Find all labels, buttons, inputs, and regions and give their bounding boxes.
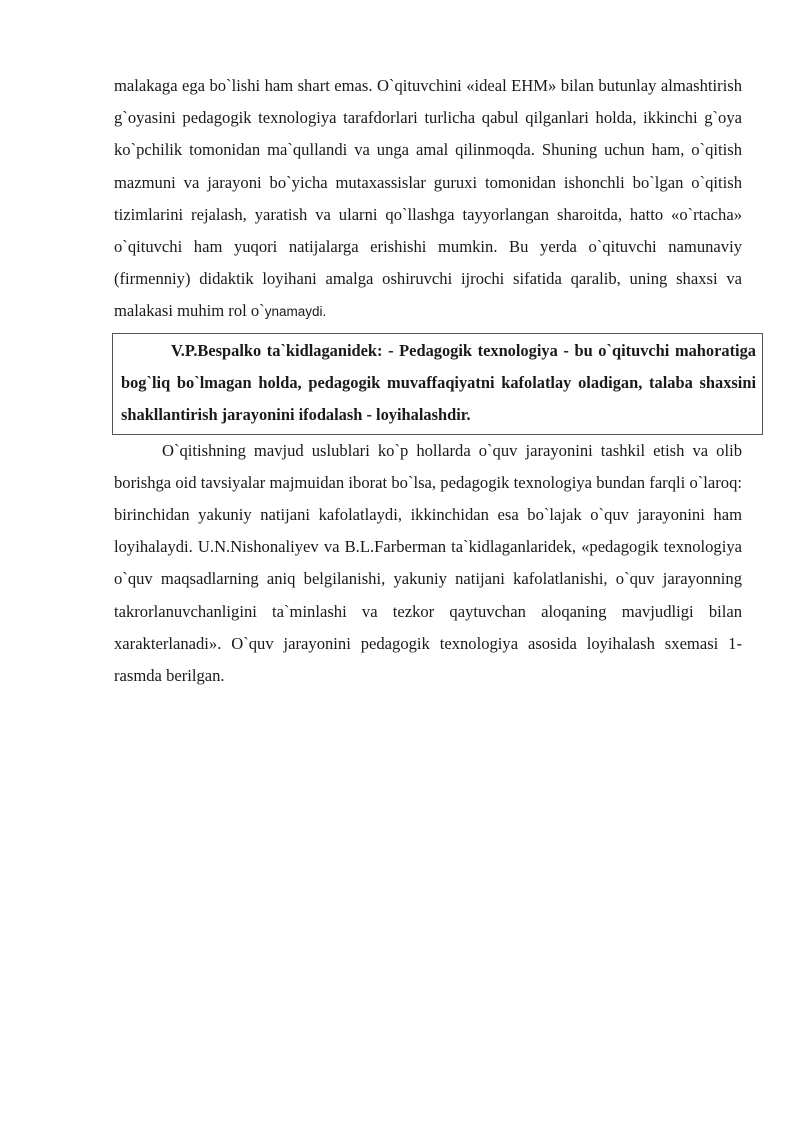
paragraph-1-tail: ynamaydi. [264,304,327,320]
document-body [114,70,756,692]
quote-box [112,333,763,435]
paragraph-2-text: O`qitishning mavjud uslublari ko`p hollarda o`quv jarayonini tashkil etish va olib borishga oid tavsiyalar majmuidan iborat bo`lsa, pedagogik texnologiya bundan farqli o`laroq: birinchidan yakuniy natijani kafolatlaydi, ikkinchidan esa bo`lajak o`quv jarayonini ham loyihalaydi. U.N.Nishonaliyev va B.L.Farberman ta`kidlaganlaridek, «pedagogik texnologiya o`quv maqsadlarning aniq belgilanishi, yakuniy natijani kafolatlanishi, o`quv jarayonning takrorlanuvchanligini ta`minlashi va tezkor qaytuvchan aloqaning mavjudligi bilan xarakterlanadi». O`quv jarayonini pedagogik texnologiya asosida loyihalash sxemasi 1-rasmda berilgan. [114,440,742,686]
quote-text: V.P.Bespalko ta`kidlaganidek: - Pedagogik texnologiya - bu o`qituvchi mahoratiga bog`liq bo`lmagan holda, pedagogik muvaffaqiyatni kafolatlay oladigan, talaba shaxsini shakllantirish jarayonini ifodalash - loyihalashdir. [121,340,756,424]
paragraph-2 [114,435,742,693]
paragraph-1-text: malakaga ega bo`lishi ham shart emas. O`qituvchini «ideal EHM» bilan butunlay almashtirish g`oyasini pedagogik texnologiya tarafdorlari turlicha qabul qilganlari holda, ikkinchi g`oya ko`pchilik tomonidan ma`qullandi va unga amal qilinmoqda. Shuning uchun ham, o`qitish mazmuni va jarayoni bo`yicha mutaxassislar guruxi tomonidan ishonchli bo`lgan o`qitish tizimlarini rejalash, yaratish va ularni qo`llashga tayyorlangan sharoitda, hatto «o`rtacha» o`qituvchi ham yuqori natijalarga erishishi mumkin. Bu yerda o`qituvchi namunaviy (firmenniy) didaktik loyihani amalga oshiruvchi ijrochi sifatida qaralib, uning shaxsi va malakasi muhim rol o` [114,76,742,321]
paragraph-1 [114,70,742,329]
